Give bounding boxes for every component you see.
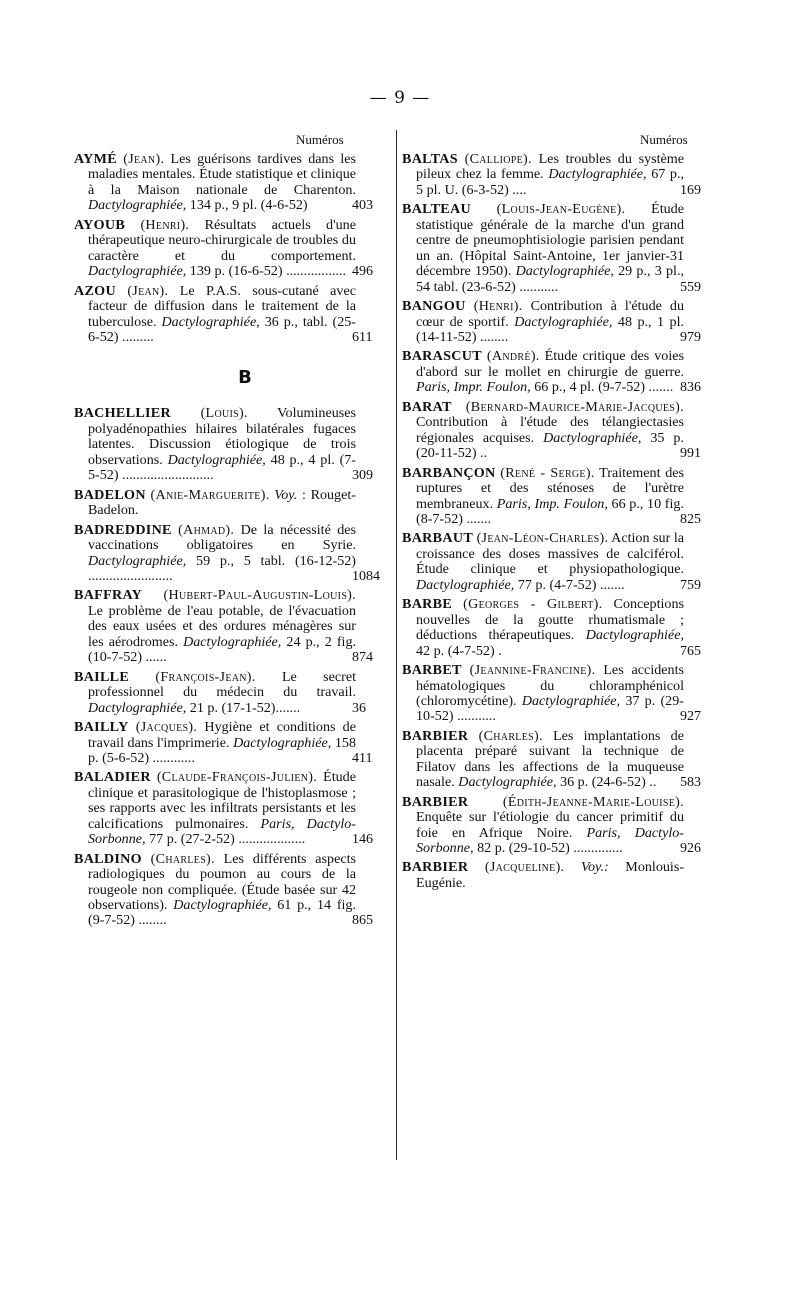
entry-publication: Dactylographiée, <box>233 734 332 751</box>
entry-author-given-names: (Louis). <box>200 405 248 422</box>
entry-details: 48 p., 4 pl. (7-5-52) .......................... <box>88 451 357 484</box>
entry-author-given-names: (André). <box>486 348 540 365</box>
bibliography-entry <box>402 596 701 659</box>
entry-author-given-names: (Calliope). <box>464 151 532 167</box>
entry-details: 77 p. (4-7-52) ....... <box>517 576 625 593</box>
entry-title: Action sur la croissance des doses massives de calciférol. Étude clinique et physiopathologique. <box>416 530 684 578</box>
bibliography-entry <box>74 521 380 585</box>
entry-publication: Dactylographiée, <box>88 197 187 214</box>
entry-author-given-names: (Charles). <box>150 850 215 867</box>
entry-details: 21 p. (17-1-52)....... <box>189 699 301 716</box>
entry-publication: Voy. <box>274 486 298 503</box>
bibliography-entry <box>402 201 701 295</box>
entry-title: Hygiène et conditions de travail dans l'imprimerie. <box>88 719 356 751</box>
entry-details: 67 p., 5 pl. U. (6-3-52) .... <box>416 166 685 198</box>
entry-number: 559 <box>680 279 701 295</box>
entry-title: Les accidents hématologiques du chloramphénicol (chloromycétine). <box>416 662 684 709</box>
entry-details: 48 p., 1 pl. (14-11-52) ........ <box>416 313 685 345</box>
entry-publication: Paris, Impr. Foulon, <box>416 379 531 396</box>
entry-author-given-names: (Jacqueline). <box>484 859 565 876</box>
bibliography-entry <box>402 793 701 857</box>
entry-title: Résultats actuels d'une thérapeutique neuro-chirurgicale de troubles du caractère et du comportement. <box>88 216 356 264</box>
bibliography-entry <box>74 282 373 346</box>
entry-author-surname: BALDINO <box>74 850 142 867</box>
entry-author-surname: BAFFRAY <box>74 587 143 604</box>
entry-number: 759 <box>680 577 701 593</box>
entry-author-surname: BANGOU <box>402 298 466 315</box>
entry-author-surname: AYOUB <box>74 216 126 233</box>
entry-details: 24 p., 2 fig. (10-7-52) ...... <box>88 633 357 666</box>
entry-author-given-names: (Jeannine-Francine). <box>469 662 596 679</box>
entry-title: Contribution à l'étude du cœur de sportif. <box>416 298 684 330</box>
entry-details: 66 p., 4 pl. (9-7-52) ....... <box>534 379 674 396</box>
entry-author-given-names: (Georges - Gilbert). <box>463 596 603 613</box>
entry-details: 61 p., 14 fig. (9-7-52) ........ <box>88 897 356 929</box>
entry-number: 991 <box>680 446 701 462</box>
entry-title: Étude clinique et parasitologique de l'histoplasmose ; ses rapports avec les infiltrats persistants et les calcifications pulmonaires. <box>88 769 356 832</box>
entry-number: 411 <box>352 750 373 766</box>
entry-title: Étude statistique générale de la marche d'un grand centre de pneumophtisiologie parisien pendant un an. (Hôpital Saint-Antoine, 1er janvier-31 décembre 1950). <box>416 201 684 280</box>
entry-author-given-names: (Hubert-Paul-Augustin-Louis). <box>163 587 356 604</box>
entry-author-surname: BARBIER <box>402 859 469 876</box>
entry-author-surname: BARBE <box>402 596 453 613</box>
entry-author-surname: BARBIER <box>402 727 469 744</box>
entry-details: 37 p. (29-10-52) ........... <box>416 692 684 725</box>
entry-publication: Dactylographiée, <box>88 263 187 280</box>
entry-number: 309 <box>352 468 373 484</box>
entry-author-surname: BARBET <box>402 662 462 679</box>
entry-author-surname: BARBAUT <box>402 530 474 547</box>
entry-title: Enquête sur l'étiologie du cancer primitif du foie en Afrique Noire. <box>416 809 684 841</box>
entries-a <box>74 151 373 345</box>
entries-right <box>402 151 701 891</box>
bibliography-entry <box>74 488 356 519</box>
entry-publication: Dactylographiée, <box>543 429 642 446</box>
entry-author-given-names: (Ahmad). <box>178 521 235 538</box>
entry-author-given-names: (Anie-Marguerite). <box>150 486 270 503</box>
entry-number: 1084 <box>352 568 380 584</box>
entry-number: 146 <box>352 832 373 848</box>
bibliography-entry <box>402 151 701 198</box>
entry-details: 42 p. (4-7-52) . <box>416 642 502 659</box>
bibliography-entry <box>74 587 373 666</box>
entry-number: 496 <box>352 264 373 280</box>
entry-author-surname: AYMÉ <box>74 151 117 167</box>
bibliography-entry <box>74 850 373 929</box>
left-column-header: Numéros <box>296 132 344 147</box>
entry-author-given-names: (Claude-François-Julien). <box>156 769 318 786</box>
entry-author-given-names: (Louis-Jean-Eugène). <box>496 201 626 218</box>
bibliography-entry <box>74 769 373 848</box>
entry-author-given-names: (François-Jean). <box>155 668 256 685</box>
entry-publication: Paris, Imp. Foulon, <box>496 495 608 512</box>
entry-publication: Dactylographiée, <box>173 897 272 914</box>
left-column <box>74 151 380 933</box>
entry-author-surname: BARBANÇON <box>402 464 496 481</box>
entry-publication: Dactylographiée, <box>515 263 614 280</box>
bibliography-entry <box>402 727 701 791</box>
entry-publication: Dactylographiée, <box>514 313 613 330</box>
entry-author-surname: BALTEAU <box>402 201 471 218</box>
entry-author-surname: BALADIER <box>74 769 151 786</box>
entry-title: Volumineuses polyadénopathies hilaires bilatérales fugaces latentes. Discussion étiologique de trois observations. <box>88 405 356 468</box>
entry-author-surname: BARASCUT <box>402 348 482 365</box>
entry-author-given-names: (Jacques). <box>135 719 198 736</box>
entry-title: Contribution à l'étude des télangiectasies régionales acquises. <box>416 414 684 446</box>
entry-author-given-names: (Charles). <box>478 727 543 744</box>
entry-author-surname: BAILLE <box>74 668 130 685</box>
entry-author-given-names: (Édith-Jeanne-Marie-Louise). <box>502 793 684 810</box>
entry-author-given-names: (Jean). <box>127 282 169 299</box>
entry-publication: Paris, Dactylo-Sorbonne, <box>416 824 685 857</box>
entry-details: 134 p., 9 pl. (4-6-52) <box>189 197 308 214</box>
bibliography-entry <box>402 398 701 462</box>
entry-details: 139 p. (16-6-52) ................. <box>189 263 346 280</box>
bibliography-entry <box>402 348 701 396</box>
right-column-header: Numéros <box>640 132 688 147</box>
entry-publication: Dactylographiée, <box>521 692 621 709</box>
entry-title: Les guérisons tardives dans les maladies mentales. Étude statistique et clinique à la Maison nationale de Charenton. <box>88 151 356 198</box>
entry-author-given-names: (Bernard-Maurice-Marie-Jacques). <box>465 398 684 415</box>
entry-title: De la nécessité des vaccinations obligatoires en Syrie. <box>88 521 356 554</box>
entry-details: Monlouis-Eugénie. <box>416 859 685 891</box>
entry-author-surname: BADREDDINE <box>74 521 172 538</box>
bibliography-entry <box>402 662 701 725</box>
entry-publication: Dactylographiée, <box>161 313 260 330</box>
entry-publication: Dactylographiée, <box>88 699 187 716</box>
entry-details: 35 p. (20-11-52) .. <box>416 429 684 462</box>
entry-title: Les troubles du système pileux chez la femme. <box>416 151 684 183</box>
entry-details: 29 p., 3 pl., 54 tabl. (23-6-52) ........... <box>416 263 684 295</box>
entry-author-given-names: (René - Serge). <box>500 464 595 481</box>
entry-details: 82 p. (29-10-52) .............. <box>477 840 623 857</box>
column-divider <box>396 130 397 1160</box>
entry-number: 874 <box>352 650 373 666</box>
entry-title: Les implantations de placenta préparé suivant la technique de Filatov dans les affections de la muqueuse nasale. <box>416 727 684 791</box>
entry-title: Le secret professionnel du médecin du travail. <box>88 668 357 701</box>
bibliography-entry <box>74 151 373 214</box>
entry-publication: Dactylographiée, <box>88 552 187 569</box>
entry-publication: Dactylographiée, <box>585 627 684 644</box>
entry-publication: Voy.: <box>580 859 609 876</box>
entry-details: 66 p., 10 fig. (8-7-52) ....... <box>416 495 684 527</box>
entry-number: 583 <box>680 775 701 791</box>
right-column <box>402 151 701 895</box>
entry-number: 979 <box>680 329 701 345</box>
bibliography-entry <box>74 668 366 716</box>
entry-author-surname: BARAT <box>402 398 452 415</box>
entry-publication: Dactylographiée, <box>167 451 266 468</box>
bibliography-entry <box>402 530 701 593</box>
entry-details: 59 p., 5 tabl. (16-12-52) ........................ <box>88 552 356 584</box>
entry-number: 825 <box>680 511 701 527</box>
entry-number: 836 <box>680 380 701 396</box>
entry-number: 927 <box>680 709 701 725</box>
entry-author-surname: BAILLY <box>74 719 129 736</box>
entry-number: 36 <box>352 700 366 716</box>
entry-title: Étude critique des voies d'abord sur le mollet en chirurgie de guerre. <box>416 348 685 380</box>
entry-publication: Dactylographiée, <box>458 774 557 791</box>
entry-details: 36 p. (24-6-52) .. <box>560 774 657 791</box>
entry-author-surname: AZOU <box>74 282 116 299</box>
entry-author-given-names: (Henri). <box>140 216 190 233</box>
entry-author-given-names: (Henri). <box>473 298 523 315</box>
entry-details: 158 p. (5-6-52) ............ <box>88 734 356 766</box>
entry-title: Traitement des ruptures et des sténoses de l'urètre membraneux. <box>416 464 685 512</box>
page-number: — 9 — <box>369 88 431 108</box>
bibliography-entry <box>402 860 684 891</box>
entry-details: : Rouget-Badelon. <box>88 486 356 519</box>
entry-title: Conceptions nouvelles de la goutte rhumatismale ; déductions thérapeutiques. <box>416 596 685 644</box>
entry-number: 765 <box>680 643 701 659</box>
entry-publication: Dactylographiée, <box>548 166 647 183</box>
bibliography-entry <box>402 298 701 345</box>
entry-title: Le problème de l'eau potable, de l'évacuation des eaux usées et des ordures ménagères sur les aérodromes. <box>88 602 356 650</box>
entry-author-given-names: (Jean). <box>123 151 165 167</box>
entry-publication: Dactylographiée, <box>416 576 515 593</box>
entry-number: 926 <box>680 841 701 857</box>
entry-title: Le P.A.S. sous-cutané avec facteur de diffusion dans le traitement de la tuberculose. <box>88 282 356 330</box>
section-letter-b: B <box>238 367 252 389</box>
entry-author-given-names: (Jean-Léon-Charles). <box>476 530 609 547</box>
bibliography-entry <box>74 405 373 484</box>
entry-details: 36 p., tabl. (25-6-52) ......... <box>88 313 356 345</box>
entries-b <box>74 405 380 929</box>
entry-details: 77 p. (27-2-52) ................... <box>149 831 306 848</box>
entry-author-surname: BACHELLIER <box>74 405 171 422</box>
entry-number: 403 <box>352 198 373 214</box>
entry-publication: Dactylographiée, <box>183 633 282 650</box>
entry-author-surname: BALTAS <box>402 151 458 167</box>
entry-number: 865 <box>352 913 373 929</box>
entry-title: Les différents aspects radiologiques du poumon au cours de la rougeole non compliquée. (Étude basée sur 42 observations). <box>88 850 356 914</box>
bibliography-entry <box>402 464 701 528</box>
bibliography-entry <box>74 719 373 766</box>
entry-number: 611 <box>352 329 373 345</box>
entry-author-surname: BADELON <box>74 486 146 503</box>
entry-author-surname: BARBIER <box>402 793 469 810</box>
entry-publication: Paris, Dactylo-Sorbonne, <box>88 815 356 848</box>
entry-number: 169 <box>680 182 701 198</box>
bibliography-entry <box>74 216 373 280</box>
